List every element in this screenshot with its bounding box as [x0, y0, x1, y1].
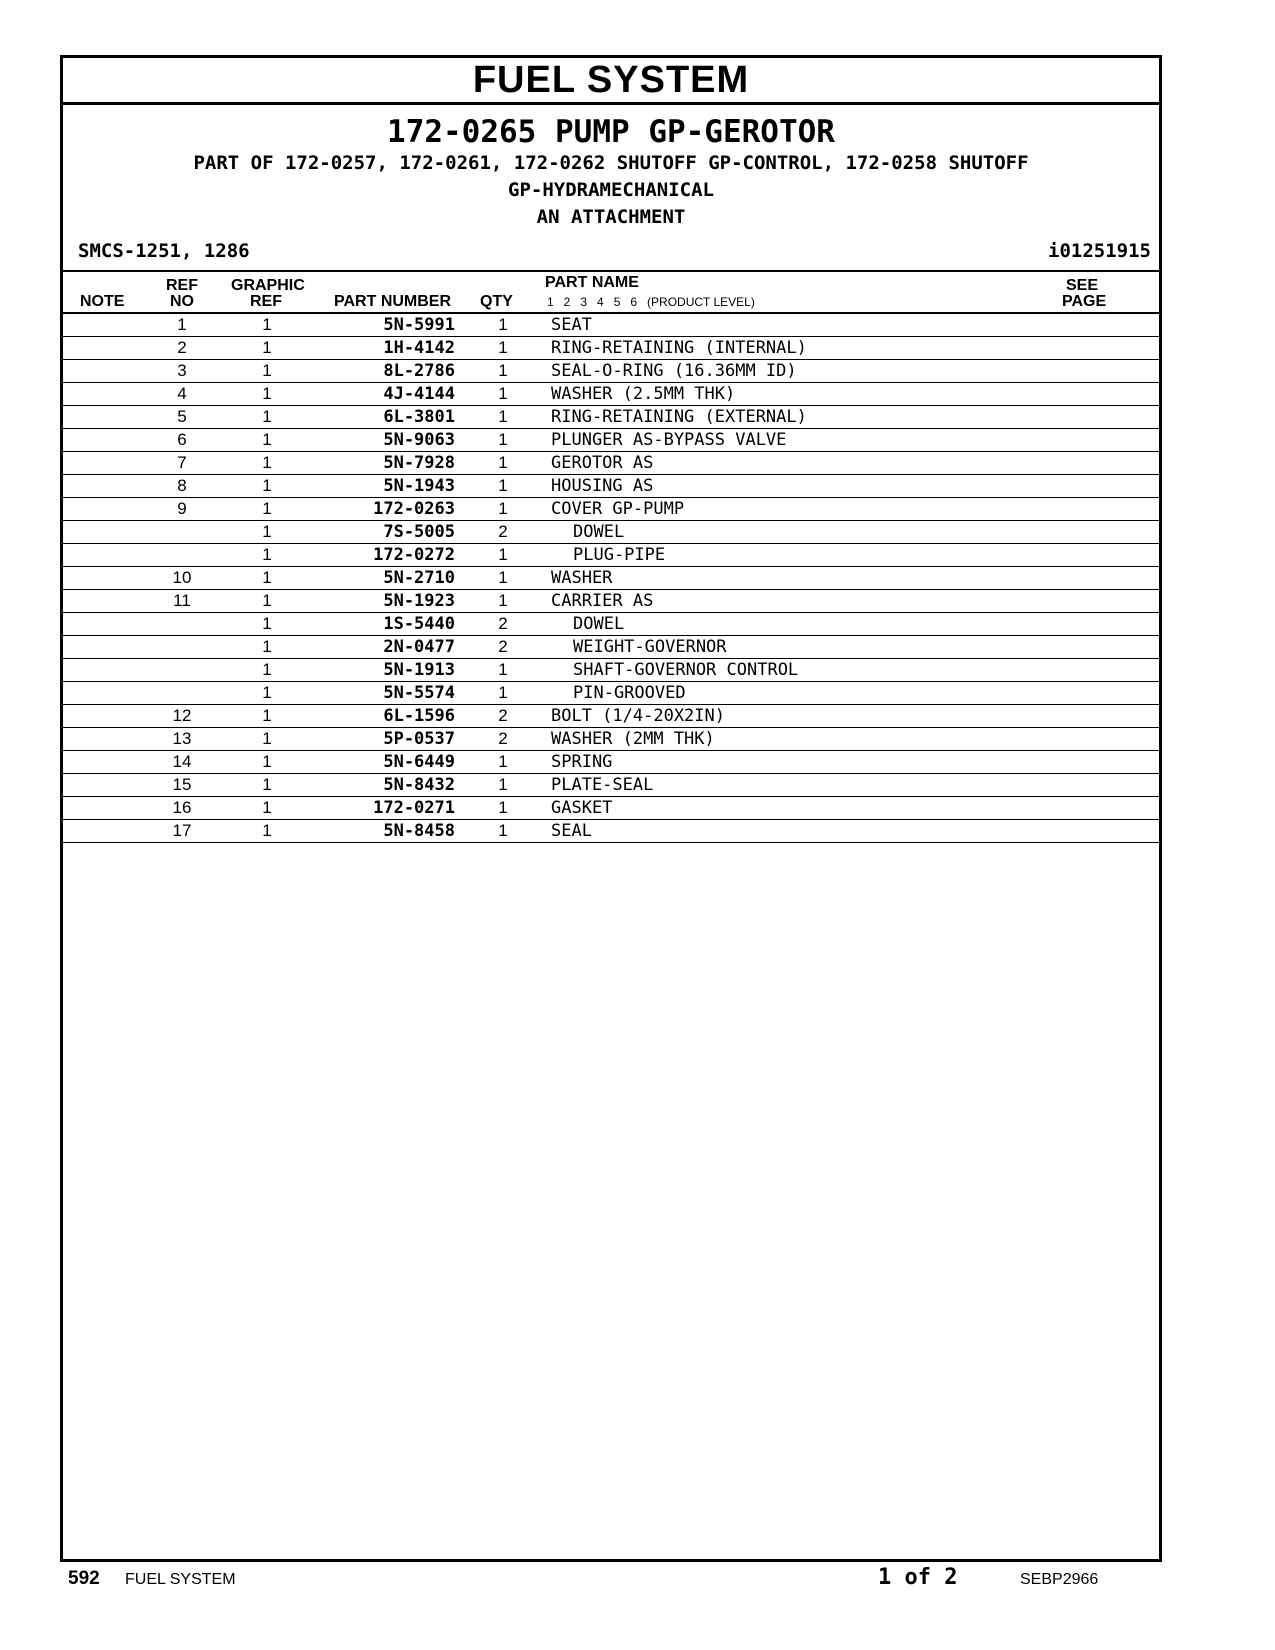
cell-see-page	[1089, 705, 1159, 728]
cell-qty: 2	[455, 613, 551, 636]
table-row	[63, 544, 1159, 567]
cell-graphic-ref: 1	[219, 452, 315, 475]
cell-part-number: 2N-0477	[315, 636, 455, 659]
cell-qty: 1	[455, 659, 551, 682]
cell-ref-no	[145, 659, 219, 682]
cell-graphic-ref: 1	[219, 567, 315, 590]
cell-qty: 1	[455, 751, 551, 774]
cell-ref-no	[145, 544, 219, 567]
cell-part-number: 1H-4142	[315, 337, 455, 360]
cell-note	[63, 636, 145, 659]
cell-ref-no: 13	[145, 728, 219, 751]
cell-note	[63, 383, 145, 406]
cell-part-name: SHAFT-GOVERNOR CONTROL	[551, 659, 1089, 682]
cell-part-name: WASHER	[551, 567, 1089, 590]
col-see-page-bottom: PAGE	[1062, 293, 1107, 310]
cell-see-page	[1089, 567, 1159, 590]
cell-part-name: SEAL	[551, 820, 1089, 843]
cell-graphic-ref: 1	[219, 659, 315, 682]
cell-see-page	[1089, 751, 1159, 774]
cell-note	[63, 429, 145, 452]
cell-part-name: SEAT	[551, 314, 1089, 337]
cell-note	[63, 314, 145, 337]
cell-note	[63, 406, 145, 429]
cell-see-page	[1089, 682, 1159, 705]
cell-graphic-ref: 1	[219, 728, 315, 751]
cell-part-number: 172-0272	[315, 544, 455, 567]
cell-part-number: 6L-1596	[315, 705, 455, 728]
cell-see-page	[1089, 590, 1159, 613]
cell-part-name: RING-RETAINING (EXTERNAL)	[551, 406, 1089, 429]
table-row	[63, 429, 1159, 452]
cell-part-name: CARRIER AS	[551, 590, 1089, 613]
cell-graphic-ref: 1	[219, 590, 315, 613]
col-ref-no-top: REF	[166, 277, 198, 294]
cell-graphic-ref: 1	[219, 383, 315, 406]
cell-part-name: PIN-GROOVED	[551, 682, 1089, 705]
cell-part-number: 172-0263	[315, 498, 455, 521]
cell-qty: 1	[455, 590, 551, 613]
cell-graphic-ref: 1	[219, 314, 315, 337]
cell-note	[63, 521, 145, 544]
cell-note	[63, 774, 145, 797]
cell-qty: 1	[455, 567, 551, 590]
cell-part-number: 5N-6449	[315, 751, 455, 774]
cell-part-name: DOWEL	[551, 521, 1089, 544]
cell-note	[63, 452, 145, 475]
cell-graphic-ref: 1	[219, 544, 315, 567]
cell-qty: 1	[455, 682, 551, 705]
cell-part-number: 1S-5440	[315, 613, 455, 636]
cell-graphic-ref: 1	[219, 613, 315, 636]
cell-graphic-ref: 1	[219, 774, 315, 797]
cell-note	[63, 544, 145, 567]
col-product-levels: 1 2 3 4 5 6 (PRODUCT LEVEL)	[547, 295, 755, 309]
cell-ref-no: 16	[145, 797, 219, 820]
cell-ref-no: 9	[145, 498, 219, 521]
cell-part-name: DOWEL	[551, 613, 1089, 636]
cell-note	[63, 590, 145, 613]
table-row	[63, 406, 1159, 429]
cell-qty: 2	[455, 636, 551, 659]
cell-ref-no: 1	[145, 314, 219, 337]
cell-note	[63, 820, 145, 843]
table-row	[63, 751, 1159, 774]
cell-part-name: COVER GP-PUMP	[551, 498, 1089, 521]
cell-graphic-ref: 1	[219, 360, 315, 383]
cell-graphic-ref: 1	[219, 337, 315, 360]
cell-ref-no: 15	[145, 774, 219, 797]
cell-graphic-ref: 1	[219, 636, 315, 659]
cell-see-page	[1089, 659, 1159, 682]
cell-qty: 1	[455, 406, 551, 429]
cell-graphic-ref: 1	[219, 705, 315, 728]
cell-qty: 2	[455, 728, 551, 751]
cell-part-number: 5N-1913	[315, 659, 455, 682]
cell-ref-no: 11	[145, 590, 219, 613]
table-row	[63, 590, 1159, 613]
cell-qty: 1	[455, 544, 551, 567]
parts-table	[63, 314, 1159, 843]
col-graphic-ref-bottom: REF	[250, 293, 282, 310]
cell-part-number: 5N-5991	[315, 314, 455, 337]
cell-note	[63, 475, 145, 498]
cell-ref-no	[145, 613, 219, 636]
cell-note	[63, 797, 145, 820]
cell-see-page	[1089, 452, 1159, 475]
table-row	[63, 636, 1159, 659]
table-row	[63, 820, 1159, 843]
cell-graphic-ref: 1	[219, 498, 315, 521]
cell-part-number: 7S-5005	[315, 521, 455, 544]
col-part-name: PART NAME	[545, 274, 639, 291]
cell-see-page	[1089, 429, 1159, 452]
cell-qty: 1	[455, 498, 551, 521]
cell-graphic-ref: 1	[219, 797, 315, 820]
section-title: FUEL SYSTEM	[63, 58, 1159, 105]
cell-see-page	[1089, 797, 1159, 820]
cell-part-name: PLATE-SEAL	[551, 774, 1089, 797]
cell-qty: 1	[455, 314, 551, 337]
cell-graphic-ref: 1	[219, 682, 315, 705]
col-ref-no-bottom: NO	[170, 293, 194, 310]
cell-ref-no	[145, 636, 219, 659]
cell-part-number: 5N-5574	[315, 682, 455, 705]
table-row	[63, 682, 1159, 705]
table-row	[63, 659, 1159, 682]
table-row	[63, 521, 1159, 544]
table-row	[63, 475, 1159, 498]
cell-note	[63, 751, 145, 774]
smcs-code: SMCS-1251, 1286	[78, 240, 250, 262]
cell-part-number: 4J-4144	[315, 383, 455, 406]
cell-qty: 1	[455, 383, 551, 406]
cell-graphic-ref: 1	[219, 820, 315, 843]
table-row	[63, 498, 1159, 521]
part-of-line-2: GP-HYDRAMECHANICAL	[508, 179, 714, 201]
cell-ref-no: 12	[145, 705, 219, 728]
col-qty: QTY	[480, 293, 513, 310]
cell-part-name: BOLT (1/4-20X2IN)	[551, 705, 1089, 728]
col-see-page-top: SEE	[1066, 277, 1099, 294]
group-header	[63, 115, 1159, 272]
cell-part-number: 172-0271	[315, 797, 455, 820]
table-row	[63, 797, 1159, 820]
footer-page-number: 592	[68, 1568, 100, 1589]
cell-qty: 2	[455, 705, 551, 728]
cell-part-name: WASHER (2MM THK)	[551, 728, 1089, 751]
cell-part-name: SEAL-O-RING (16.36MM ID)	[551, 360, 1089, 383]
part-of-line-1: PART OF 172-0257, 172-0261, 172-0262 SHUTOFF GP-CONTROL, 172-0258 SHUTOFF	[193, 152, 1029, 174]
page-frame	[60, 55, 1162, 1562]
cell-note	[63, 613, 145, 636]
parts-table-body	[63, 314, 1159, 843]
cell-qty: 1	[455, 360, 551, 383]
page-footer	[0, 1565, 1275, 1598]
document-id: i01251915	[1048, 240, 1151, 262]
cell-part-number: 5N-1943	[315, 475, 455, 498]
table-row	[63, 613, 1159, 636]
cell-qty: 2	[455, 521, 551, 544]
cell-see-page	[1089, 383, 1159, 406]
cell-part-name: HOUSING AS	[551, 475, 1089, 498]
cell-qty: 1	[455, 774, 551, 797]
cell-see-page	[1089, 360, 1159, 383]
cell-part-name: SPRING	[551, 751, 1089, 774]
cell-see-page	[1089, 521, 1159, 544]
cell-ref-no: 7	[145, 452, 219, 475]
cell-note	[63, 728, 145, 751]
cell-note	[63, 360, 145, 383]
cell-see-page	[1089, 774, 1159, 797]
cell-see-page	[1089, 337, 1159, 360]
cell-part-number: 5N-1923	[315, 590, 455, 613]
cell-part-name: PLUNGER AS-BYPASS VALVE	[551, 429, 1089, 452]
footer-page-of: 1 of 2	[878, 1565, 958, 1590]
cell-qty: 1	[455, 429, 551, 452]
cell-see-page	[1089, 406, 1159, 429]
cell-see-page	[1089, 613, 1159, 636]
cell-see-page	[1089, 728, 1159, 751]
cell-see-page	[1089, 544, 1159, 567]
cell-part-name: GEROTOR AS	[551, 452, 1089, 475]
cell-ref-no: 10	[145, 567, 219, 590]
cell-ref-no: 2	[145, 337, 219, 360]
cell-note	[63, 659, 145, 682]
cell-part-name: RING-RETAINING (INTERNAL)	[551, 337, 1089, 360]
col-part-number: PART NUMBER	[334, 293, 452, 310]
group-title: 172-0265 PUMP GP-GEROTOR	[387, 114, 835, 150]
table-row	[63, 452, 1159, 475]
table-row	[63, 567, 1159, 590]
cell-see-page	[1089, 498, 1159, 521]
cell-part-name: PLUG-PIPE	[551, 544, 1089, 567]
table-row	[63, 705, 1159, 728]
cell-part-number: 5P-0537	[315, 728, 455, 751]
cell-ref-no: 8	[145, 475, 219, 498]
cell-part-number: 5N-8458	[315, 820, 455, 843]
cell-see-page	[1089, 314, 1159, 337]
cell-graphic-ref: 1	[219, 406, 315, 429]
col-graphic-ref-top: GRAPHIC	[231, 277, 305, 294]
cell-part-number: 6L-3801	[315, 406, 455, 429]
cell-part-number: 8L-2786	[315, 360, 455, 383]
cell-ref-no: 17	[145, 820, 219, 843]
cell-see-page	[1089, 820, 1159, 843]
col-note: NOTE	[80, 293, 125, 310]
cell-ref-no	[145, 682, 219, 705]
column-header	[63, 272, 1159, 314]
cell-note	[63, 682, 145, 705]
footer-doc-code: SEBP2966	[1020, 1571, 1099, 1588]
table-row	[63, 383, 1159, 406]
cell-see-page	[1089, 475, 1159, 498]
cell-note	[63, 705, 145, 728]
cell-ref-no: 5	[145, 406, 219, 429]
cell-graphic-ref: 1	[219, 751, 315, 774]
table-row	[63, 728, 1159, 751]
cell-qty: 1	[455, 797, 551, 820]
cell-part-number: 5N-7928	[315, 452, 455, 475]
table-row	[63, 314, 1159, 337]
cell-graphic-ref: 1	[219, 475, 315, 498]
cell-part-name: WASHER (2.5MM THK)	[551, 383, 1089, 406]
cell-ref-no: 4	[145, 383, 219, 406]
cell-note	[63, 337, 145, 360]
part-of-line-3: AN ATTACHMENT	[536, 206, 686, 228]
cell-qty: 1	[455, 452, 551, 475]
cell-part-number: 5N-2710	[315, 567, 455, 590]
table-row	[63, 360, 1159, 383]
table-row	[63, 337, 1159, 360]
cell-part-name: GASKET	[551, 797, 1089, 820]
cell-note	[63, 498, 145, 521]
cell-part-number: 5N-8432	[315, 774, 455, 797]
cell-ref-no: 6	[145, 429, 219, 452]
cell-see-page	[1089, 636, 1159, 659]
cell-qty: 1	[455, 820, 551, 843]
cell-qty: 1	[455, 337, 551, 360]
footer-section: FUEL SYSTEM	[125, 1571, 236, 1588]
cell-part-name: WEIGHT-GOVERNOR	[551, 636, 1089, 659]
cell-graphic-ref: 1	[219, 521, 315, 544]
cell-ref-no: 14	[145, 751, 219, 774]
cell-graphic-ref: 1	[219, 429, 315, 452]
cell-qty: 1	[455, 475, 551, 498]
cell-note	[63, 567, 145, 590]
cell-part-number: 5N-9063	[315, 429, 455, 452]
cell-ref-no	[145, 521, 219, 544]
table-row	[63, 774, 1159, 797]
cell-ref-no: 3	[145, 360, 219, 383]
